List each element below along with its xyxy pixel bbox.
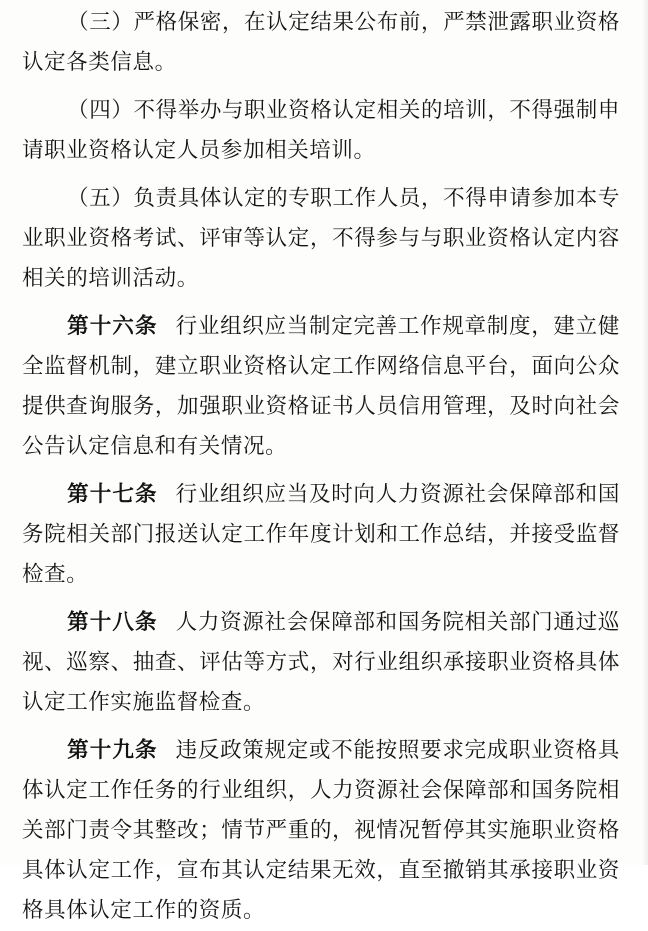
page-edge-shadow — [642, 0, 648, 865]
item-text-5: 负责具体认定的专职工作人员，不得申请参加本专业职业资格考试、评审等认定，不得参与与职业资格认定内容相关的培训活动。 — [22, 186, 620, 291]
article-16-text: 行业组织应当制定完善工作规章制度，建立健全监督机制，建立职业资格认定工作网络信息平台，面向公众提供查询服务，加强职业资格证书人员信用管理，及时向社会公告认定信息和有关情况。 — [22, 314, 620, 459]
article-19-title: 第十九条 — [67, 738, 158, 763]
article-16 — [22, 307, 620, 467]
item-marker-4: （四） — [67, 98, 134, 123]
article-18-text: 人力资源社会保障部和国务院相关部门通过巡视、巡察、抽查、评估等方式，对行业组织承接职业资格具体认定工作实施监督检查。 — [22, 610, 620, 715]
article-19-text: 违反政策规定或不能按照要求完成职业资格具体认定工作任务的行业组织，人力资源社会保障部和国务院相关部门责令其整改；情节严重的，视情况暂停其实施职业资格具体认定工作，宣布其认定结果无效，直至撤销其承接职业资格具体认定工作的资质。 — [22, 738, 620, 923]
paragraph-item-3 — [22, 3, 620, 83]
item-marker-3: （三） — [67, 10, 134, 35]
article-17-text: 行业组织应当及时向人力资源社会保障部和国务院相关部门报送认定工作年度计划和工作总结，并接受监督检查。 — [22, 482, 620, 587]
article-17-title: 第十七条 — [67, 482, 158, 507]
article-18 — [22, 603, 620, 723]
paragraph-item-5 — [22, 179, 620, 299]
paragraph-item-4 — [22, 91, 620, 171]
article-18-title: 第十八条 — [67, 610, 158, 635]
article-17 — [22, 475, 620, 595]
item-text-4: 不得举办与职业资格认定相关的培训，不得强制申请职业资格认定人员参加相关培训。 — [22, 98, 620, 163]
item-text-3: 严格保密，在认定结果公布前，严禁泄露职业资格认定各类信息。 — [22, 10, 620, 75]
item-marker-5: （五） — [67, 186, 134, 211]
article-19 — [22, 731, 620, 931]
article-16-title: 第十六条 — [67, 314, 158, 339]
